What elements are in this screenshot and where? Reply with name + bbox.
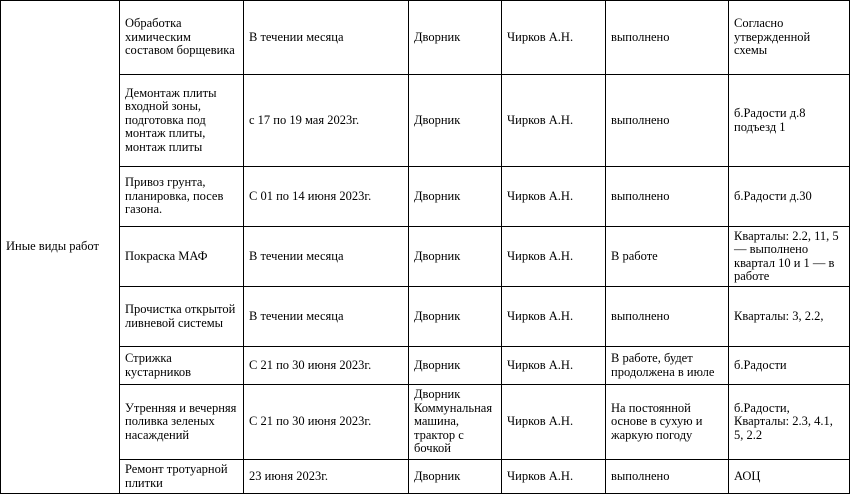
table-row xyxy=(1,287,850,347)
note-cell: б.Радости д.8 подъезд 1 xyxy=(729,75,850,167)
date-cell: 23 июня 2023г. xyxy=(244,460,409,494)
date-cell: С 21 по 30 июня 2023г. xyxy=(244,385,409,460)
status-cell: выполнено xyxy=(606,1,729,75)
status-cell: выполнено xyxy=(606,460,729,494)
responsible-cell: Чирков А.Н. xyxy=(502,1,606,75)
executor-cell: Дворник xyxy=(409,167,502,227)
task-cell: Покраска МАФ xyxy=(120,227,244,287)
date-cell: В течении месяца xyxy=(244,1,409,75)
date-cell: В течении месяца xyxy=(244,227,409,287)
table-row xyxy=(1,347,850,385)
task-cell: Утренняя и вечерняя поливка зеленых насаждений xyxy=(120,385,244,460)
status-cell: На постоянной основе в сухую и жаркую погоду xyxy=(606,385,729,460)
responsible-cell: Чирков А.Н. xyxy=(502,347,606,385)
executor-cell: Дворник xyxy=(409,75,502,167)
status-cell: выполнено xyxy=(606,75,729,167)
note-cell: Кварталы: 2.2, 11, 5 — выполнено квартал 10 и 1 — в работе xyxy=(729,227,850,287)
table-row xyxy=(1,75,850,167)
table-row xyxy=(1,460,850,494)
note-cell: Согласно утвержденной схемы xyxy=(729,1,850,75)
task-cell: Привоз грунта, планировка, посев газона. xyxy=(120,167,244,227)
responsible-cell: Чирков А.Н. xyxy=(502,287,606,347)
responsible-cell: Чирков А.Н. xyxy=(502,227,606,287)
task-cell: Обработка химическим составом борщевика xyxy=(120,1,244,75)
task-cell: Демонтаж плиты входной зоны, подготовка под монтаж плиты, монтаж плиты xyxy=(120,75,244,167)
responsible-cell: Чирков А.Н. xyxy=(502,460,606,494)
status-cell: выполнено xyxy=(606,167,729,227)
date-cell: В течении месяца xyxy=(244,287,409,347)
executor-cell: Дворник xyxy=(409,347,502,385)
status-cell: В работе, будет продолжена в июле xyxy=(606,347,729,385)
task-cell: Ремонт тротуарной плитки xyxy=(120,460,244,494)
responsible-cell: Чирков А.Н. xyxy=(502,385,606,460)
note-cell: б.Радости, Кварталы: 2.3, 4.1, 5, 2.2 xyxy=(729,385,850,460)
note-cell: б.Радости xyxy=(729,347,850,385)
table-row xyxy=(1,1,850,75)
note-cell: Кварталы: 3, 2.2, xyxy=(729,287,850,347)
date-cell: с 17 по 19 мая 2023г. xyxy=(244,75,409,167)
task-cell: Прочистка открытой ливневой системы xyxy=(120,287,244,347)
task-cell: Стрижка кустарников xyxy=(120,347,244,385)
status-cell: выполнено xyxy=(606,287,729,347)
table-row xyxy=(1,227,850,287)
category-cell: Иные виды работ xyxy=(1,1,120,494)
executor-cell: Дворник xyxy=(409,460,502,494)
executor-cell: Дворник Коммунальная машина, трактор с бочкой xyxy=(409,385,502,460)
date-cell: С 21 по 30 июня 2023г. xyxy=(244,347,409,385)
executor-cell: Дворник xyxy=(409,287,502,347)
note-cell: б.Радости д.30 xyxy=(729,167,850,227)
status-cell: В работе xyxy=(606,227,729,287)
responsible-cell: Чирков А.Н. xyxy=(502,75,606,167)
executor-cell: Дворник xyxy=(409,1,502,75)
responsible-cell: Чирков А.Н. xyxy=(502,167,606,227)
table-row xyxy=(1,385,850,460)
date-cell: С 01 по 14 июня 2023г. xyxy=(244,167,409,227)
executor-cell: Дворник xyxy=(409,227,502,287)
table-row xyxy=(1,167,850,227)
note-cell: АОЦ xyxy=(729,460,850,494)
